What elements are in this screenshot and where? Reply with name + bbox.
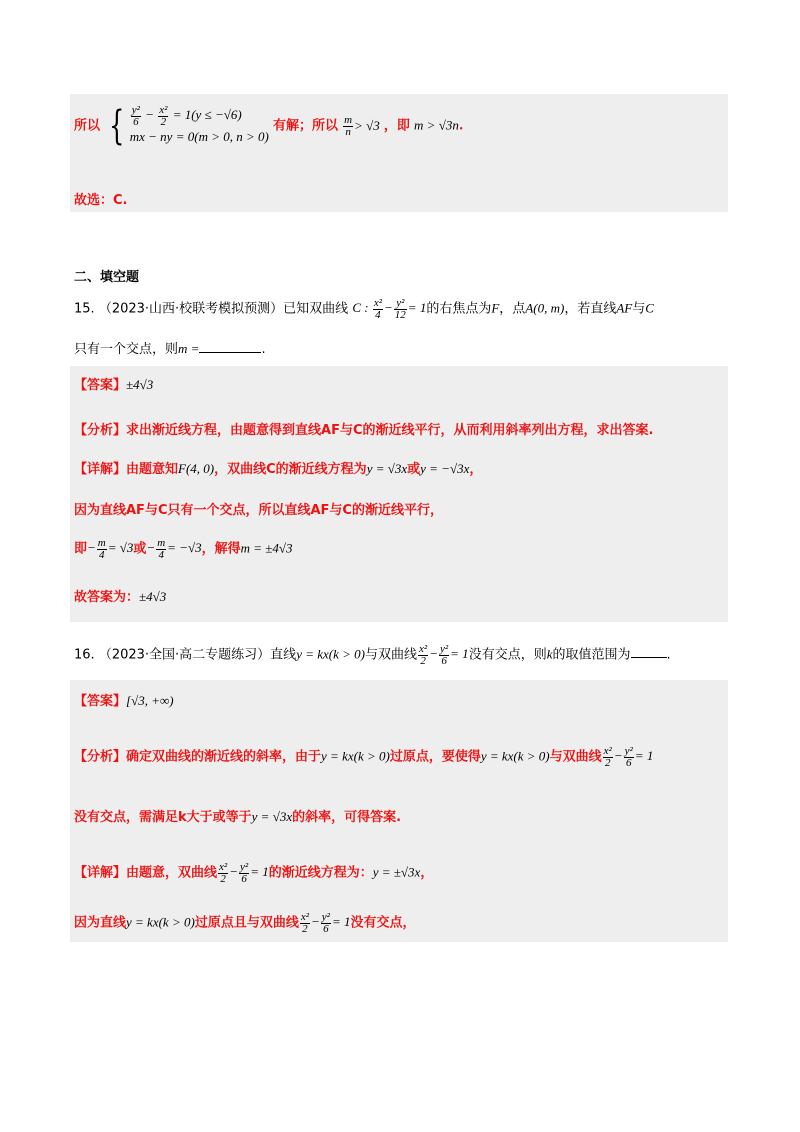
answer-blank: [199, 340, 261, 353]
q15-solution-block: [70, 366, 728, 622]
prev-conclusion-line: 所以 { $\frac{\text{y²}}{6}$ − $\frac{\text{x²}}{2}$ = 1(y ≤ −√6) mx − ny = 0(m > 0, n > 0) 有解；所以 $\frac{m}{n}$ > √3 ，即 m > √3n.: [74, 103, 464, 149]
q16-analysis-line2: 没有交点，需满足k大于或等于y = √3x的斜率，可得答案.: [74, 809, 402, 825]
text-suoyi: 所以: [74, 118, 101, 134]
prev-result: m > √3n: [414, 117, 459, 133]
prev-choice: 故选：C.: [74, 193, 128, 208]
q16-stem: 16. （2023·全国·高二专题练习）直线y = kx(k > 0)与双曲线 $\frac{\text{x²}}{2}$ − $\frac{\text{y²}}{6}$ = 1没有交点，则k的取值范围为 .: [74, 643, 671, 667]
q16-analysis-line1: 【分析】确定双曲线的渐近线的斜率，由于y = kx(k > 0)过原点，要使得y = kx(k > 0)与双曲线 $\frac{\text{x²}}{2}$ − $\frac{\text{y²}}{6}$ = 1: [74, 745, 654, 769]
q15-analysis: 【分析】求出渐近线方程，由题意得到直线AF与C的渐近线平行，从而利用斜率列出方程，求出答案.: [74, 423, 654, 438]
q16-detail-line2: 因为直线y = kx(k > 0)过原点且与双曲线 $\frac{\text{x²}}{2}$ − $\frac{\text{y²}}{6}$ = 1没有交点，: [74, 911, 416, 935]
q15-detail-line1: 【详解】由题意知F(4, 0)，双曲线C的渐近线方程为y = √3x或y = −√3x，: [74, 461, 483, 477]
answer-blank: [631, 645, 667, 658]
q15-stem-line1: 15. （2023·山西·校联考模拟预测）已知双曲线 C : $\frac{\text{x²}}{4}$ − $\frac{\text{y²}}{12}$ = 1的右焦点为F，点A(0, m)，若直线AF与C: [74, 297, 654, 321]
system-brace: {: [109, 103, 125, 149]
q15-final: 故答案为：±4√3: [74, 589, 167, 605]
q15-detail-line2: 因为直线AF与C只有一个交点，所以直线AF与C的渐近线平行，: [74, 503, 443, 518]
q16-detail-line1: 【详解】由题意，双曲线 $\frac{\text{x²}}{2}$ − $\frac{\text{y²}}{6}$ = 1的渐近线方程为：y = ±√3x，: [74, 861, 434, 885]
section-title: 二、填空题: [74, 270, 140, 285]
equation-system: $\frac{\text{y²}}{6}$ − $\frac{\text{x²}}{2}$ = 1(y ≤ −√6) mx − ny = 0(m > 0, n > 0): [129, 103, 269, 144]
q15-stem-line2: 只有一个交点，则m = .: [74, 341, 266, 357]
text-youjie: 有解；所以: [272, 118, 338, 134]
q15-answer: 【答案】±4√3: [74, 377, 154, 393]
q16-answer: 【答案】[√3, +∞): [74, 693, 174, 709]
q15-detail-line3: 即− $\frac{m}{4}$ = √3或− $\frac{m}{4}$ = −√3，解得m = ±4√3: [74, 537, 293, 561]
